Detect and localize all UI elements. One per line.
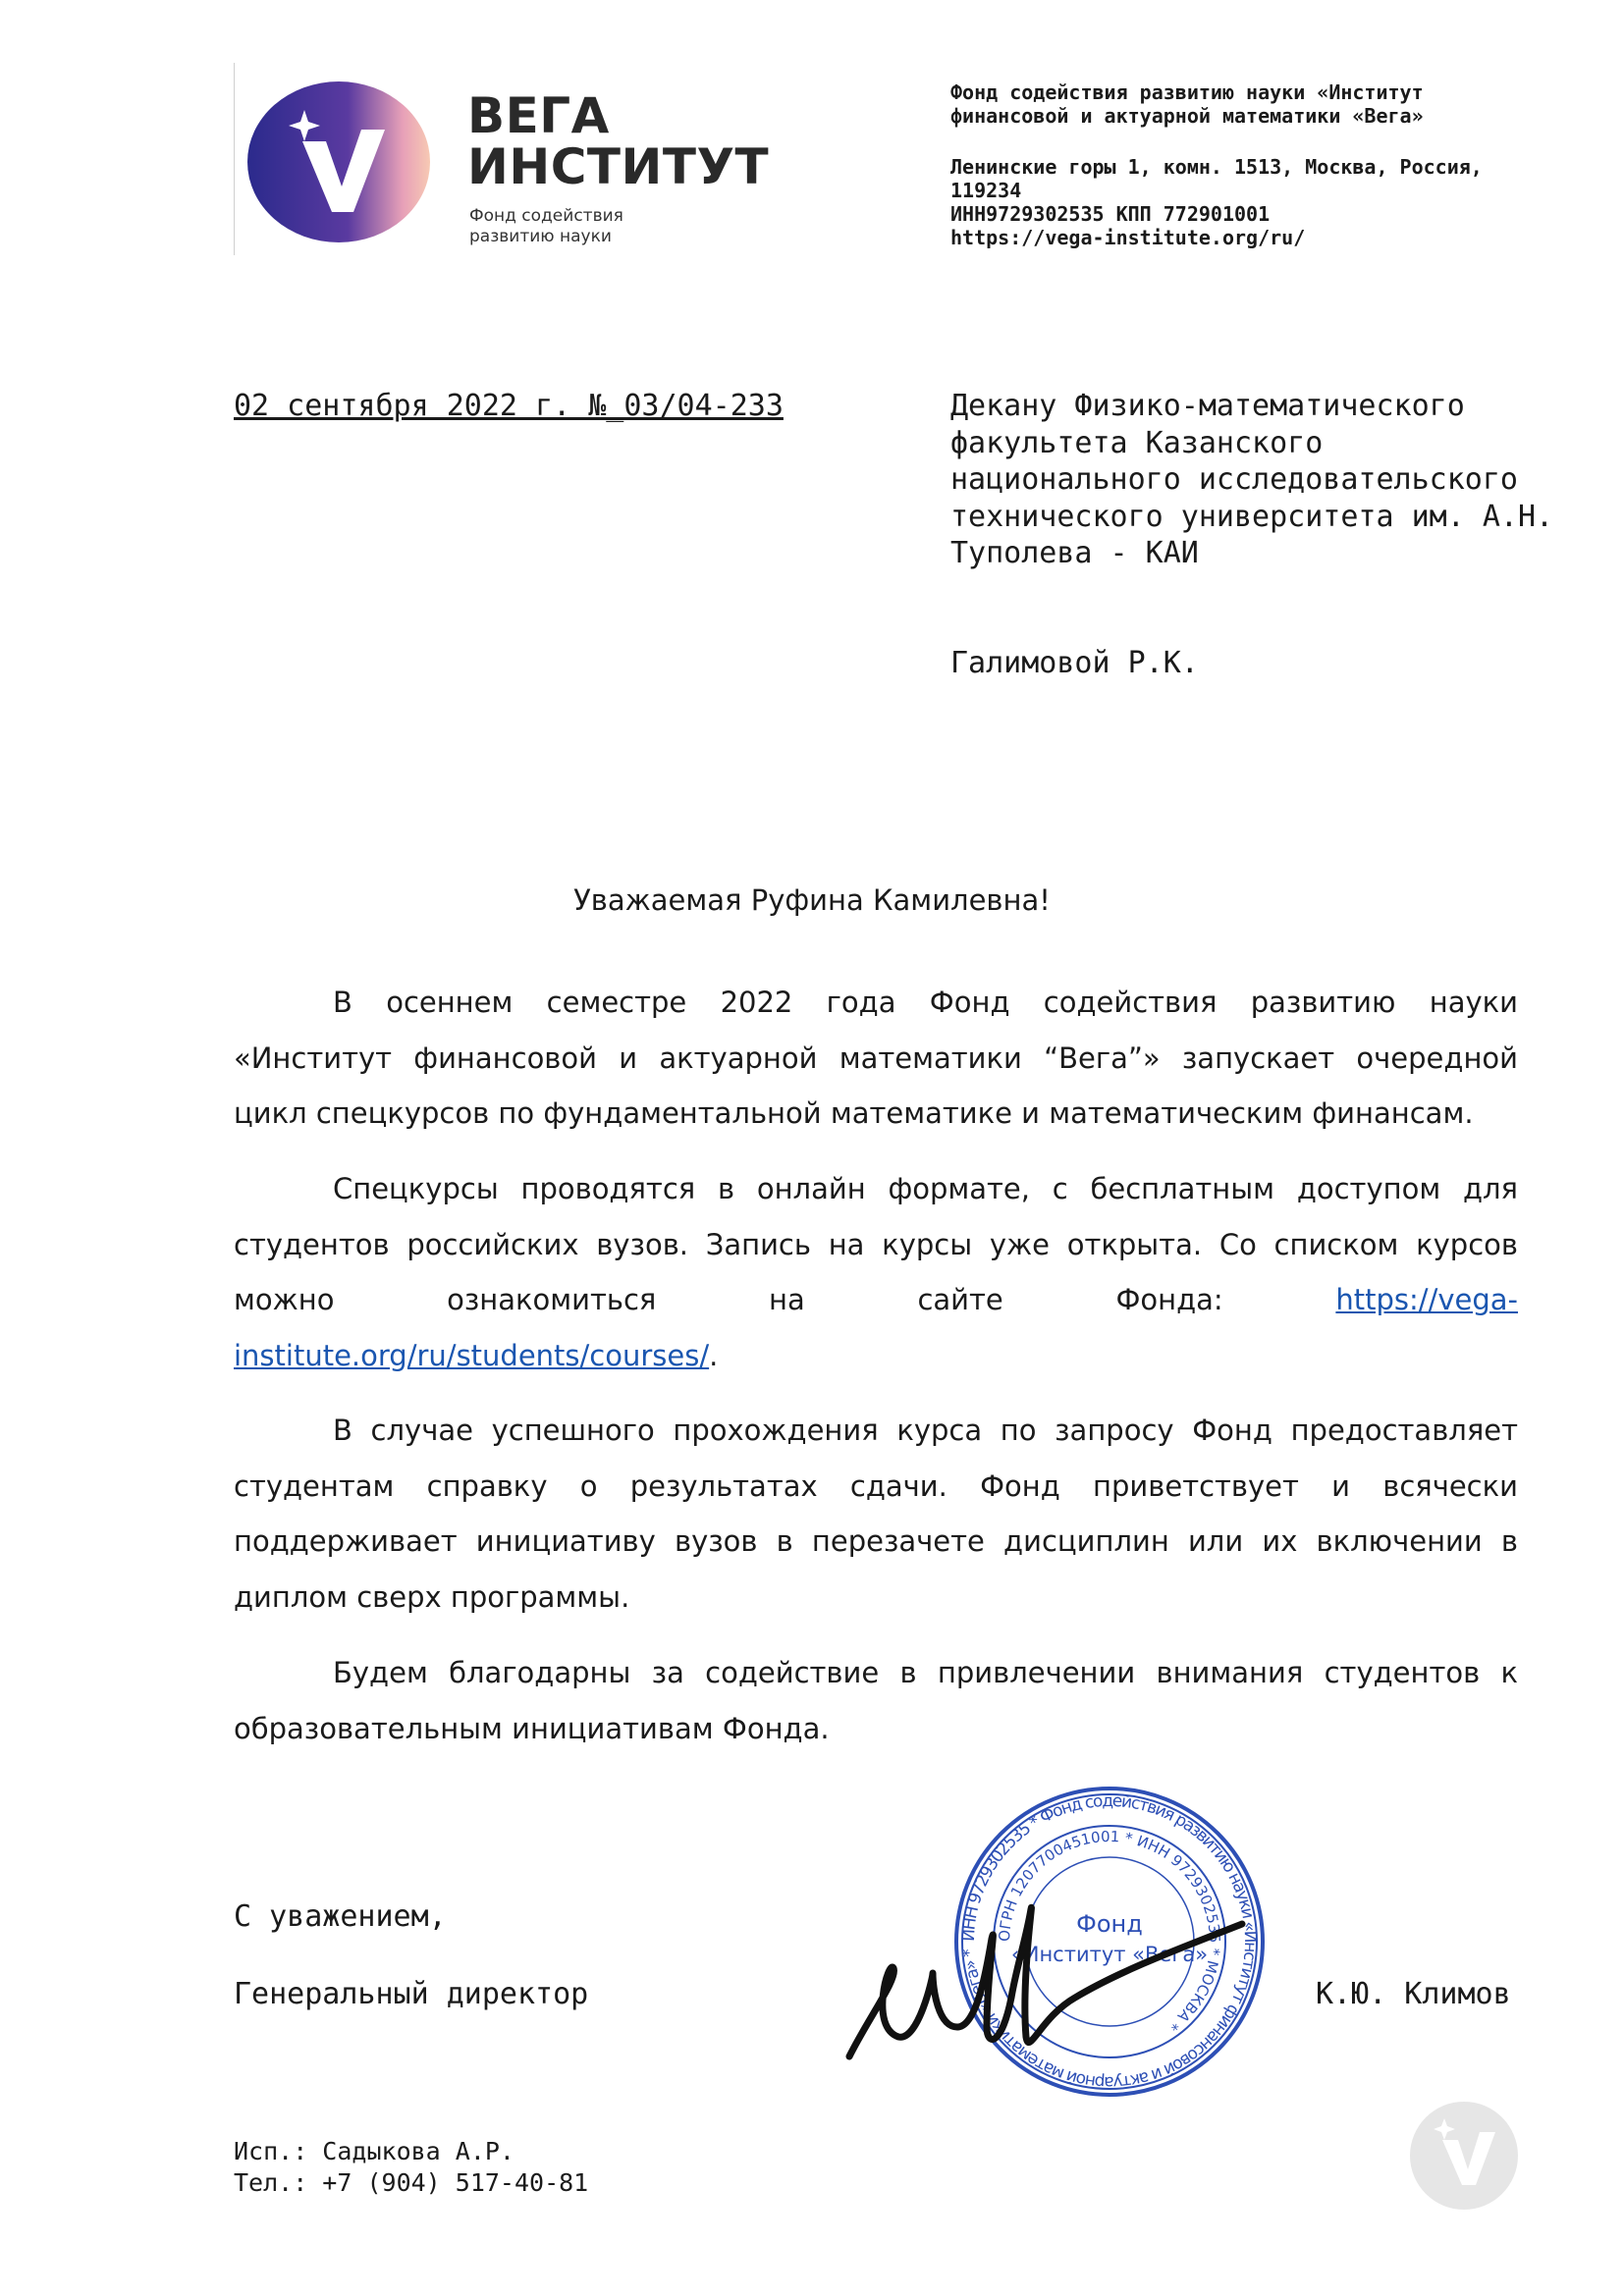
addressee-line: факультета Казанского: [950, 425, 1324, 460]
courses-link-continued[interactable]: institute.org/ru/students/courses/: [234, 1338, 710, 1372]
paragraph-1: [234, 975, 1518, 1142]
stamp-outer-text: ИНН 9729302535 * Фонд содействия развитию науки «Институт финансовой и актуарной математики «Вега» *: [958, 1790, 1261, 2093]
paragraph-line: «Институт финансовой и актуарной математики “Вега”» запускает очередной: [234, 1041, 1518, 1075]
paragraph-line: Будем благодарны за содействие в привлечении внимания студентов к: [333, 1656, 1518, 1689]
addressee-block: [950, 388, 1554, 572]
executor-name: Исп.: Садыкова А.Р.: [234, 2137, 514, 2165]
logo-subtitle-line2: развитию науки: [469, 227, 612, 246]
stamp-inner-text: ОГРН 1207700451001 * ИНН 9729302535 * МОСКВА *: [995, 1827, 1224, 2035]
logo-line-vega: ВЕГА: [467, 87, 610, 144]
courses-lead-text: можно ознакомиться на сайте Фонда:: [234, 1283, 1223, 1316]
addressee-line: национального исследовательского: [950, 462, 1518, 497]
logo-line-institut: ИНСТИТУТ: [467, 138, 770, 195]
paragraph-line: диплом сверх программы.: [234, 1579, 630, 1614]
paragraph-4: [234, 1645, 1518, 1756]
addressee-line: Туполева - КАИ: [950, 536, 1199, 570]
org-name-line1: Фонд содействия развитию науки «Институт: [950, 80, 1424, 104]
letter-reference: 02 сентября 2022 г. №_03/04-233: [234, 389, 784, 423]
org-name-line2: финансовой и актуарной математики «Вега»: [950, 104, 1424, 128]
paragraph-line: цикл спецкурсов по фундаментальной математике и математическим финансам.: [234, 1096, 1474, 1130]
paragraph-line: Спецкурсы проводятся в онлайн формате, с бесплатным доступом для: [333, 1172, 1518, 1205]
logo-subtitle: [469, 206, 623, 247]
paragraph-line: образовательным инициативам Фонда.: [234, 1711, 830, 1745]
stamp-center-line1: Фонд: [1076, 1910, 1143, 1938]
watermark-logo-icon: [1409, 2101, 1519, 2211]
logo-subtitle-line1: Фонд содействия: [469, 206, 623, 226]
paragraph-line: студентам справку о результатах сдачи. Фонд приветствует и всячески: [234, 1468, 1518, 1503]
signer-name: К.Ю. Климов: [1316, 1977, 1511, 2011]
salutation: Уважаемая Руфина Камилевна!: [573, 883, 1051, 917]
courses-link[interactable]: https://vega-: [1335, 1283, 1518, 1316]
org-address-line1: Ленинские горы 1, комн. 1513, Москва, Россия,: [950, 155, 1483, 179]
paragraph-line: В осеннем семестре 2022 года Фонд содействия развитию науки: [333, 986, 1518, 1019]
vega-logo-icon: [245, 80, 432, 243]
letterhead-divider: [234, 63, 235, 255]
paragraph-line: [234, 1328, 1518, 1384]
org-requisites: [950, 155, 1483, 249]
paragraph-3: [234, 1403, 1518, 1625]
org-address-line2: 119234: [950, 179, 1022, 202]
recipient-name: Галимовой Р.К.: [950, 646, 1199, 680]
paragraph-2: [234, 1161, 1518, 1383]
org-website: https://vega-institute.org/ru/: [950, 226, 1306, 249]
addressee-line: технического университета им. А.Н.: [950, 499, 1554, 534]
org-name: [950, 80, 1424, 128]
addressee-line: Декану Физико-математического: [950, 389, 1465, 423]
logo-wordmark: [467, 87, 770, 195]
stamp-center-line2: «Институт «Вега»: [1010, 1943, 1209, 1966]
signature-icon: [839, 1880, 1252, 2086]
org-inn-kpp: ИНН9729302535 КПП 772901001: [950, 202, 1271, 226]
paragraph-line: В случае успешного прохождения курса по запросу Фонд предоставляет: [333, 1414, 1518, 1447]
executor-phone: Тел.: +7 (904) 517-40-81: [234, 2168, 589, 2197]
link-period: .: [709, 1338, 719, 1372]
paragraph-line: [234, 1272, 1518, 1328]
closing-position: Генеральный директор: [234, 1977, 589, 2011]
closing-regards: С уважением,: [234, 1899, 447, 1934]
paragraph-line: студентов российских вузов. Запись на курсы уже открыта. Со списком курсов: [234, 1227, 1518, 1261]
paragraph-line: поддерживает инициативу вузов в перезачете дисциплин или их включении в: [234, 1524, 1518, 1558]
